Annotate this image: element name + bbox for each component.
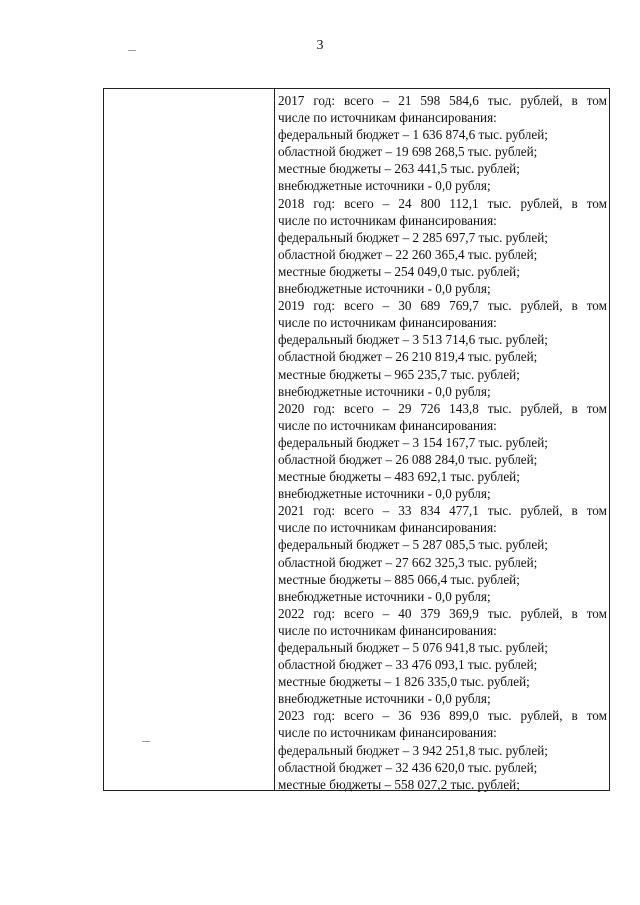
extrabudgetary-line: внебюджетные источники - 0,0 рубля; [278,383,491,399]
local-budget-line: местные бюджеты – 965 235,7 тыс. рублей; [278,366,520,382]
scan-mark [128,50,136,51]
federal-budget-line: федеральный бюджет – 1 636 874,6 тыс. рублей; [278,127,548,143]
extrabudgetary-line: внебюджетные источники - 0,0 рубля; [278,178,491,194]
extrabudgetary-line: внебюджетные источники - 0,0 рубля; [278,281,491,297]
sources-line: числе по источникам финансирования: [278,520,497,536]
sources-line: числе по источникам финансирования: [278,417,497,433]
year-total-line: 2019 год: всего – 30 689 769,7 тыс. рублей, в том [278,298,607,314]
local-budget-line: местные бюджеты – 885 066,4 тыс. рублей; [278,571,520,587]
local-budget-line: местные бюджеты – 1 826 335,0 тыс. рублей; [278,674,530,690]
local-budget-line: местные бюджеты – 483 692,1 тыс. рублей; [278,469,520,485]
regional-budget-line: областной бюджет – 26 088 284,0 тыс. рублей; [278,451,538,467]
year-total-line: 2018 год: всего – 24 800 112,1 тыс. рублей, в том [278,195,607,211]
extrabudgetary-line: внебюджетные источники - 0,0 рубля; [278,486,491,502]
regional-budget-line: областной бюджет – 26 210 819,4 тыс. рублей; [278,349,538,365]
year-total-line: 2022 год: всего – 40 379 369,9 тыс. рублей, в том [278,605,607,621]
year-total-line: 2023 год: всего – 36 936 899,0 тыс. рублей, в том [278,708,607,724]
federal-budget-line: федеральный бюджет – 3 942 251,8 тыс. рублей; [278,742,548,758]
sources-line: числе по источникам финансирования: [278,725,497,741]
federal-budget-line: федеральный бюджет – 5 287 085,5 тыс. рублей; [278,537,548,553]
extrabudgetary-line: внебюджетные источники - 0,0 рубля; [278,691,491,707]
regional-budget-line: областной бюджет – 32 436 620,0 тыс. рублей; [278,759,538,775]
regional-budget-line: областной бюджет – 22 260 365,4 тыс. рублей; [278,246,538,262]
local-budget-line: местные бюджеты – 254 049,0 тыс. рублей; [278,263,520,279]
column-divider [274,89,275,790]
funding-table [103,88,610,791]
year-total-line: 2021 год: всего – 33 834 477,1 тыс. рублей, в том [278,503,607,519]
federal-budget-line: федеральный бюджет – 3 154 167,7 тыс. рублей; [278,434,548,450]
federal-budget-line: федеральный бюджет – 2 285 697,7 тыс. рублей; [278,229,548,245]
federal-budget-line: федеральный бюджет – 5 076 941,8 тыс. рублей; [278,640,548,655]
sources-line: числе по источникам финансирования: [278,315,497,331]
regional-budget-line: областной бюджет – 33 476 093,1 тыс. рублей; [278,657,538,673]
regional-budget-line: областной бюджет – 19 698 268,5 тыс. рублей; [278,144,538,160]
funding-cell [278,92,607,793]
regional-budget-line: областной бюджет – 27 662 325,3 тыс. рублей; [278,554,538,570]
sources-line: числе по источникам финансирования: [278,110,497,126]
federal-budget-line: федеральный бюджет – 3 513 714,6 тыс. рублей; [278,332,548,348]
sources-line: числе по источникам финансирования: [278,212,497,228]
year-total-line: 2017 год: всего – 21 598 584,6 тыс. рублей, в том [278,93,607,108]
local-budget-line: местные бюджеты – 263 441,5 тыс. рублей; [278,161,520,177]
page-number: 3 [316,38,324,53]
extrabudgetary-line: внебюджетные источники - 0,0 рубля; [278,588,491,604]
sources-line: числе по источникам финансирования: [278,622,497,638]
year-total-line: 2020 год: всего – 29 726 143,8 тыс. рублей, в том [278,400,607,416]
local-budget-line: местные бюджеты – 558 027,2 тыс. рублей; [278,776,520,792]
